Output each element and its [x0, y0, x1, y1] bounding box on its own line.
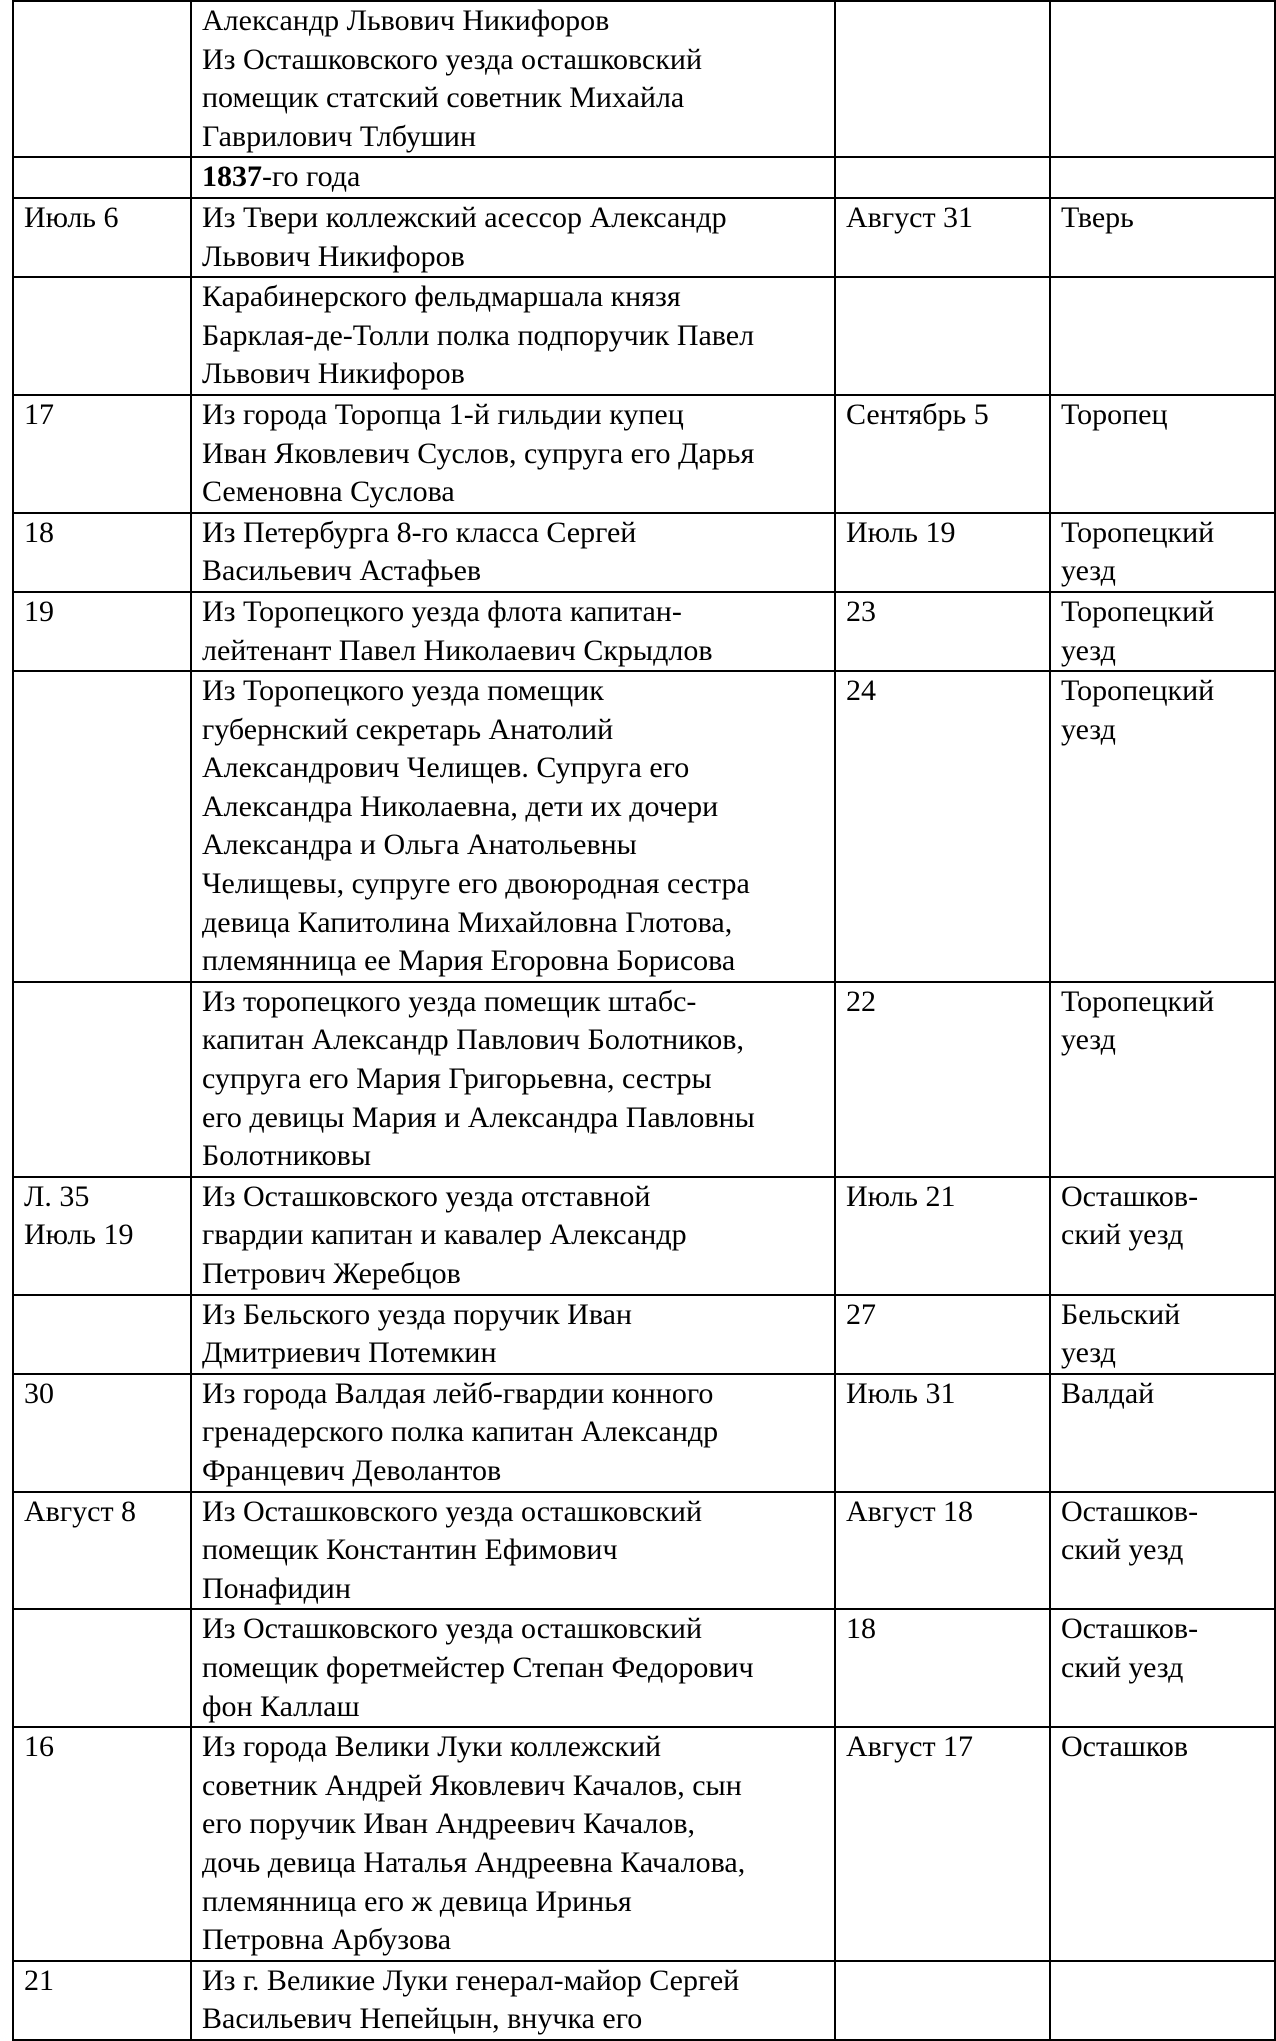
entry-cell-line: Дмитриевич Потемкин: [202, 1336, 497, 1370]
date-cell: [13, 198, 191, 277]
year-heading-bold: 1837: [202, 160, 262, 194]
entry-cell-line: Из Осташковского уезда осташковский: [202, 1612, 703, 1646]
date-cell: [13, 1, 191, 157]
entry-cell-line: супруга его Мария Григорьевна, сестры: [202, 1062, 712, 1096]
arrival-cell: [835, 1374, 1050, 1492]
entry-cell-line: племянница ее Мария Егоровна Борисова: [202, 944, 736, 978]
date-cell: [13, 277, 191, 395]
entry-cell-line: Из г. Великие Луки генерал-майор Сергей: [202, 1963, 740, 1997]
arrival-cell-line: Август 31: [846, 200, 974, 234]
place-cell: [1050, 1609, 1275, 1727]
entry-cell-line: племянница его ж девица Иринья: [202, 1884, 632, 1918]
entry-cell: [191, 1295, 835, 1374]
table-row: [13, 592, 1275, 671]
place-cell-line: уезд: [1061, 712, 1116, 746]
date-cell-line: Июль 19: [24, 1218, 134, 1252]
arrival-cell-line: 27: [846, 1297, 876, 1331]
place-cell: [1050, 277, 1275, 395]
table-row: [13, 277, 1275, 395]
entry-cell-line: Из Осташковского уезда отставной: [202, 1179, 651, 1213]
date-cell-line: Август 8: [24, 1494, 137, 1528]
entry-cell-line: Из Бельского уезда поручик Иван: [202, 1297, 632, 1331]
place-cell-line: Торопец: [1061, 397, 1168, 431]
place-cell: [1050, 198, 1275, 277]
arrival-cell: [835, 1492, 1050, 1610]
place-cell-line: Торопецкий: [1061, 515, 1215, 549]
arrival-cell: [835, 1, 1050, 157]
arrival-cell-line: Июль 21: [846, 1179, 956, 1213]
entry-cell-line: Гаврилович Тлбушин: [202, 119, 477, 153]
date-cell-line: 18: [24, 515, 54, 549]
date-cell: [13, 513, 191, 592]
place-cell-line: ский уезд: [1061, 1650, 1184, 1684]
date-cell: [13, 1177, 191, 1295]
arrival-cell: [835, 1609, 1050, 1727]
entry-cell-line: Львович Никифоров: [202, 357, 465, 391]
table-row: [13, 1492, 1275, 1610]
place-cell: [1050, 1961, 1275, 2040]
date-cell-line: 30: [24, 1376, 54, 1410]
entry-cell-line: Васильевич Астафьев: [202, 554, 482, 588]
entry-cell-line: Александра Николаевна, дети их дочери: [202, 789, 719, 823]
place-cell: [1050, 395, 1275, 513]
entry-cell-line: Васильевич Непейцын, внучка его: [202, 2002, 643, 2036]
table-row: [13, 1609, 1275, 1727]
arrival-cell: [835, 395, 1050, 513]
place-cell-line: Валдай: [1061, 1376, 1155, 1410]
entry-cell: [191, 1, 835, 157]
entry-cell: [191, 157, 835, 198]
place-cell: [1050, 1727, 1275, 1961]
place-cell: [1050, 1492, 1275, 1610]
arrival-cell-line: Июль 31: [846, 1376, 956, 1410]
entry-cell-line: гренадерского полка капитан Александр: [202, 1415, 719, 1449]
date-cell-line: 16: [24, 1730, 54, 1764]
entry-cell-line: Карабинерского фельдмаршала князя: [202, 280, 681, 314]
place-cell-line: Осташков-: [1061, 1179, 1199, 1213]
arrival-cell: [835, 198, 1050, 277]
date-cell: [13, 592, 191, 671]
entry-cell-line: Из Торопецкого уезда помещик: [202, 674, 604, 708]
arrival-cell: [835, 277, 1050, 395]
table-row: [13, 513, 1275, 592]
entry-cell-line: Болотниковы: [202, 1139, 371, 1173]
entry-cell-line: советник Андрей Яковлевич Качалов, сын: [202, 1768, 742, 1802]
arrival-cell: [835, 1177, 1050, 1295]
date-cell-line: Июль 6: [24, 200, 119, 234]
entry-cell-line: Францевич Деволантов: [202, 1453, 502, 1487]
entry-cell-line: Из Осташковского уезда осташковский: [202, 1494, 703, 1528]
entry-cell-line: Из Торопецкого уезда флота капитан-: [202, 594, 682, 628]
entry-cell-line: лейтенант Павел Николаевич Скрыдлов: [202, 633, 713, 667]
entry-cell: [191, 1492, 835, 1610]
place-cell-line: Тверь: [1061, 200, 1134, 234]
entry-cell: [191, 671, 835, 982]
entry-cell: [191, 1177, 835, 1295]
arrival-cell-line: Июль 19: [846, 515, 956, 549]
entry-cell-line: Петровна Арбузова: [202, 1923, 452, 1957]
entry-cell: [191, 982, 835, 1177]
entry-cell-line: дочь девица Наталья Андреевна Качалова,: [202, 1845, 746, 1879]
entry-cell: [191, 1961, 835, 2040]
table-row: [13, 671, 1275, 982]
entry-cell-line: его поручик Иван Андреевич Качалов,: [202, 1807, 696, 1841]
date-cell: [13, 395, 191, 513]
place-cell-line: Торопецкий: [1061, 674, 1215, 708]
date-cell-line: Л. 35: [24, 1179, 90, 1213]
entry-cell: [191, 1374, 835, 1492]
place-cell-line: уезд: [1061, 1023, 1116, 1057]
date-cell: [13, 1727, 191, 1961]
entry-cell-line: Петрович Жеребцов: [202, 1257, 461, 1290]
place-cell: [1050, 592, 1275, 671]
entry-cell: [191, 1727, 835, 1961]
entry-cell-line: девица Капитолина Михайловна Глотова,: [202, 905, 733, 939]
entry-cell-line: Из Петербурга 8-го класса Сергей: [202, 515, 637, 549]
date-cell: [13, 1374, 191, 1492]
place-cell-line: ский уезд: [1061, 1218, 1184, 1252]
arrival-cell-line: 22: [846, 984, 876, 1018]
entry-cell-line: его девицы Мария и Александра Павловны: [202, 1100, 755, 1134]
arrival-cell: [835, 1727, 1050, 1961]
entry-cell-line: Иван Яковлевич Суслов, супруга его Дарья: [202, 436, 755, 470]
entry-cell-line: Из города Валдая лейб-гвардии конного: [202, 1376, 714, 1410]
arrival-cell-line: 23: [846, 594, 876, 628]
place-cell-line: уезд: [1061, 1336, 1116, 1370]
arrival-cell: [835, 982, 1050, 1177]
table-row: [13, 1, 1275, 157]
arrival-cell: [835, 671, 1050, 982]
table-row: [13, 157, 1275, 198]
place-cell-line: Осташков-: [1061, 1612, 1199, 1646]
place-cell: [1050, 671, 1275, 982]
entry-cell-line: Александра и Ольга Анатольевны: [202, 828, 637, 862]
year-heading-suffix: -го года: [262, 160, 361, 194]
arrival-cell-line: Август 17: [846, 1730, 974, 1764]
entry-cell-line: помещик статский советник Михайла: [202, 81, 685, 115]
date-cell: [13, 982, 191, 1177]
place-cell-line: уезд: [1061, 633, 1116, 667]
entry-cell-line: Из Осташковского уезда осташковский: [202, 42, 703, 76]
entry-cell: [191, 513, 835, 592]
entry-cell-line: Понафидин: [202, 1571, 351, 1605]
entry-cell-line: Семеновна Суслова: [202, 475, 455, 509]
entry-cell-line: губернский секретарь Анатолий: [202, 712, 614, 746]
date-cell-line: 19: [24, 594, 54, 628]
arrival-cell: [835, 1295, 1050, 1374]
register-table: [12, 0, 1276, 2041]
date-cell: [13, 157, 191, 198]
place-cell: [1050, 1177, 1275, 1295]
entry-cell-line: гвардии капитан и кавалер Александр: [202, 1218, 687, 1252]
date-cell: [13, 1492, 191, 1610]
place-cell-line: Торопецкий: [1061, 984, 1215, 1018]
entry-cell: [191, 277, 835, 395]
place-cell-line: уезд: [1061, 554, 1116, 588]
arrival-cell-line: 24: [846, 674, 876, 708]
place-cell-line: Осташков: [1061, 1730, 1189, 1764]
entry-cell-line: фон Каллаш: [202, 1689, 360, 1723]
place-cell: [1050, 1, 1275, 157]
entry-cell-line: Львович Никифоров: [202, 239, 465, 273]
place-cell: [1050, 1295, 1275, 1374]
date-cell: [13, 1609, 191, 1727]
entry-cell: [191, 395, 835, 513]
date-cell-line: 17: [24, 397, 54, 431]
entry-cell-line: помещик форетмейстер Степан Федорович: [202, 1650, 754, 1684]
table-row: [13, 1295, 1275, 1374]
place-cell: [1050, 1374, 1275, 1492]
table-row: [13, 198, 1275, 277]
entry-cell-line: Из торопецкого уезда помещик штабс-: [202, 984, 697, 1018]
year-heading: [202, 158, 824, 197]
place-cell-line: ский уезд: [1061, 1533, 1184, 1567]
arrival-cell-line: Сентябрь 5: [846, 397, 989, 431]
entry-cell-line: Челищевы, супруге его двоюродная сестра: [202, 867, 750, 901]
date-cell: [13, 671, 191, 982]
table-row: [13, 1961, 1275, 2040]
entry-cell-line: капитан Александр Павлович Болотников,: [202, 1023, 744, 1057]
place-cell-line: Бельский: [1061, 1297, 1181, 1331]
arrival-cell: [835, 157, 1050, 198]
arrival-cell-line: Август 18: [846, 1494, 974, 1528]
place-cell: [1050, 982, 1275, 1177]
entry-cell-line: Александрович Челищев. Супруга его: [202, 751, 690, 785]
entry-cell-line: Из Твери коллежский асессор Александр: [202, 200, 727, 234]
entry-cell-line: Из города Торопца 1-й гильдии купец: [202, 397, 684, 431]
arrival-cell-line: 18: [846, 1612, 876, 1646]
table-row: [13, 1727, 1275, 1961]
entry-cell: [191, 1609, 835, 1727]
register-page: [12, 0, 1274, 2036]
place-cell: [1050, 513, 1275, 592]
arrival-cell: [835, 1961, 1050, 2040]
table-row: [13, 1177, 1275, 1295]
table-row: [13, 1374, 1275, 1492]
place-cell-line: Осташков-: [1061, 1494, 1199, 1528]
entry-cell-line: Александр Львович Никифоров: [202, 4, 610, 37]
entry-cell-line: Барклая-де-Толли полка подпоручик Павел: [202, 318, 755, 352]
entry-cell: [191, 198, 835, 277]
table-row: [13, 982, 1275, 1177]
entry-cell: [191, 592, 835, 671]
entry-cell-line: помещик Константин Ефимович: [202, 1533, 618, 1567]
place-cell: [1050, 157, 1275, 198]
date-cell-line: 21: [24, 1963, 54, 1997]
entry-cell-line: Из города Велики Луки коллежский: [202, 1730, 662, 1764]
date-cell: [13, 1295, 191, 1374]
register-body: [13, 1, 1275, 2040]
arrival-cell: [835, 513, 1050, 592]
arrival-cell: [835, 592, 1050, 671]
place-cell-line: Торопецкий: [1061, 594, 1215, 628]
table-row: [13, 395, 1275, 513]
date-cell: [13, 1961, 191, 2040]
